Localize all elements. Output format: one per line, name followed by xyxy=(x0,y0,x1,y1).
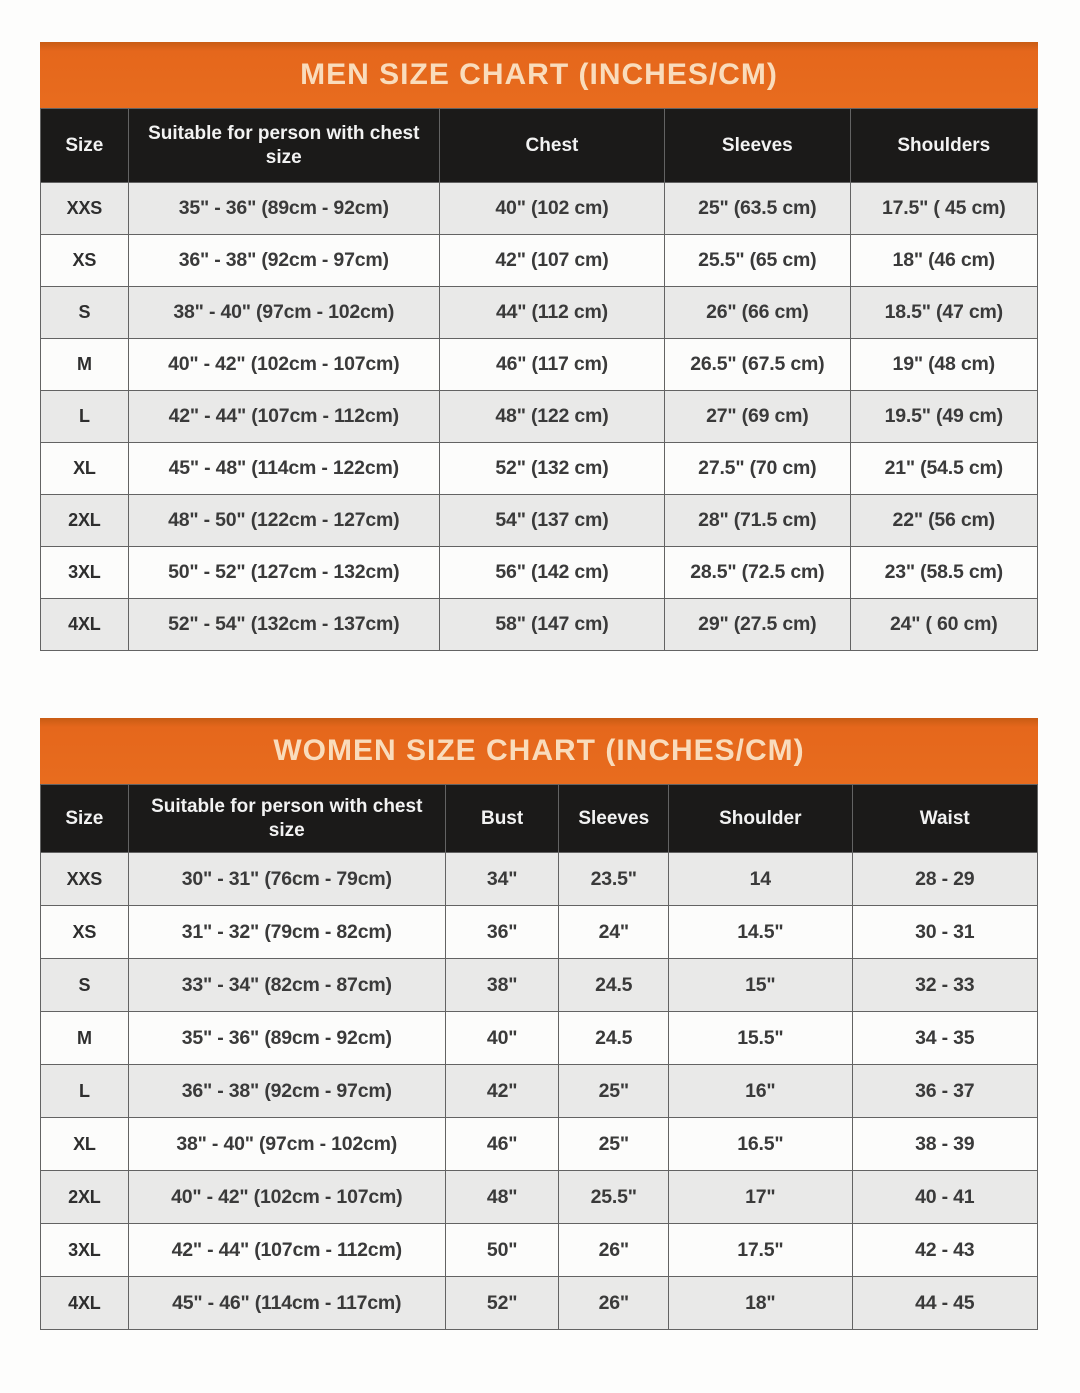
size-value: 24" xyxy=(559,906,669,959)
size-value: 31" - 32" (79cm - 82cm) xyxy=(128,906,445,959)
size-value: 14.5" xyxy=(669,906,852,959)
size-value: 36 - 37 xyxy=(852,1065,1037,1118)
size-value: 48" xyxy=(445,1171,559,1224)
size-value: 42 - 43 xyxy=(852,1224,1037,1277)
size-label: S xyxy=(41,287,129,339)
size-value: 14 xyxy=(669,853,852,906)
table-row xyxy=(41,906,1038,959)
size-value: 52" (132 cm) xyxy=(439,443,664,495)
size-value: 48" - 50" (122cm - 127cm) xyxy=(128,495,439,547)
women-chart-title: WOMEN SIZE CHART (INCHES/CM) xyxy=(40,718,1038,784)
table-row xyxy=(41,1224,1038,1277)
men-table-header xyxy=(41,109,1038,183)
size-value: 38" - 40" (97cm - 102cm) xyxy=(128,1118,445,1171)
men-size-chart-section xyxy=(40,42,1038,651)
size-value: 16.5" xyxy=(669,1118,852,1171)
size-value: 33" - 34" (82cm - 87cm) xyxy=(128,959,445,1012)
size-value: 30 - 31 xyxy=(852,906,1037,959)
table-row xyxy=(41,1171,1038,1224)
size-value: 46" (117 cm) xyxy=(439,339,664,391)
header-row xyxy=(41,109,1038,183)
size-value: 42" xyxy=(445,1065,559,1118)
column-header: Suitable for person with chest size xyxy=(128,109,439,183)
size-value: 40" (102 cm) xyxy=(439,183,664,235)
size-value: 17" xyxy=(669,1171,852,1224)
size-value: 36" xyxy=(445,906,559,959)
size-label: M xyxy=(41,339,129,391)
size-value: 26.5" (67.5 cm) xyxy=(665,339,850,391)
size-value: 54" (137 cm) xyxy=(439,495,664,547)
column-header: Waist xyxy=(852,785,1037,853)
size-value: 44 - 45 xyxy=(852,1277,1037,1330)
size-value: 15.5" xyxy=(669,1012,852,1065)
size-value: 52" - 54" (132cm - 137cm) xyxy=(128,599,439,651)
women-size-table xyxy=(40,784,1038,1330)
size-label: XS xyxy=(41,906,129,959)
size-value: 30" - 31" (76cm - 79cm) xyxy=(128,853,445,906)
size-value: 28" (71.5 cm) xyxy=(665,495,850,547)
column-header: Shoulder xyxy=(669,785,852,853)
table-row xyxy=(41,287,1038,339)
size-value: 17.5" ( 45 cm) xyxy=(850,183,1037,235)
size-label: XL xyxy=(41,1118,129,1171)
size-value: 24.5 xyxy=(559,959,669,1012)
size-label: 2XL xyxy=(41,495,129,547)
size-label: XL xyxy=(41,443,129,495)
size-value: 35" - 36" (89cm - 92cm) xyxy=(128,183,439,235)
size-value: 26" (66 cm) xyxy=(665,287,850,339)
men-size-table xyxy=(40,108,1038,651)
size-value: 25" (63.5 cm) xyxy=(665,183,850,235)
size-value: 16" xyxy=(669,1065,852,1118)
size-value: 42" - 44" (107cm - 112cm) xyxy=(128,391,439,443)
men-chart-title: MEN SIZE CHART (INCHES/CM) xyxy=(40,42,1038,108)
size-value: 58" (147 cm) xyxy=(439,599,664,651)
table-row xyxy=(41,391,1038,443)
women-table-body xyxy=(41,853,1038,1330)
size-value: 50" xyxy=(445,1224,559,1277)
size-label: S xyxy=(41,959,129,1012)
size-label: 4XL xyxy=(41,1277,129,1330)
size-value: 22" (56 cm) xyxy=(850,495,1037,547)
size-label: 3XL xyxy=(41,547,129,599)
size-value: 26" xyxy=(559,1224,669,1277)
size-value: 25.5" (65 cm) xyxy=(665,235,850,287)
size-value: 23.5" xyxy=(559,853,669,906)
size-value: 36" - 38" (92cm - 97cm) xyxy=(128,1065,445,1118)
size-value: 50" - 52" (127cm - 132cm) xyxy=(128,547,439,599)
men-table-body xyxy=(41,183,1038,651)
size-label: M xyxy=(41,1012,129,1065)
size-value: 28.5" (72.5 cm) xyxy=(665,547,850,599)
column-header: Chest xyxy=(439,109,664,183)
size-value: 42" - 44" (107cm - 112cm) xyxy=(128,1224,445,1277)
size-label: XXS xyxy=(41,853,129,906)
women-table-header xyxy=(41,785,1038,853)
size-value: 35" - 36" (89cm - 92cm) xyxy=(128,1012,445,1065)
size-value: 25" xyxy=(559,1118,669,1171)
column-header: Suitable for person with chest size xyxy=(128,785,445,853)
size-value: 40" xyxy=(445,1012,559,1065)
size-value: 36" - 38" (92cm - 97cm) xyxy=(128,235,439,287)
size-value: 18" xyxy=(669,1277,852,1330)
table-row xyxy=(41,183,1038,235)
size-value: 34 - 35 xyxy=(852,1012,1037,1065)
size-value: 25" xyxy=(559,1065,669,1118)
table-row xyxy=(41,495,1038,547)
size-value: 44" (112 cm) xyxy=(439,287,664,339)
size-label: L xyxy=(41,391,129,443)
column-header: Sleeves xyxy=(559,785,669,853)
table-row xyxy=(41,339,1038,391)
column-header: Size xyxy=(41,785,129,853)
size-value: 18.5" (47 cm) xyxy=(850,287,1037,339)
column-header: Size xyxy=(41,109,129,183)
size-value: 28 - 29 xyxy=(852,853,1037,906)
size-value: 19" (48 cm) xyxy=(850,339,1037,391)
size-label: 4XL xyxy=(41,599,129,651)
size-label: 3XL xyxy=(41,1224,129,1277)
size-value: 40" - 42" (102cm - 107cm) xyxy=(128,339,439,391)
size-value: 46" xyxy=(445,1118,559,1171)
table-row xyxy=(41,547,1038,599)
size-value: 18" (46 cm) xyxy=(850,235,1037,287)
table-row xyxy=(41,853,1038,906)
size-value: 24" ( 60 cm) xyxy=(850,599,1037,651)
size-value: 24.5 xyxy=(559,1012,669,1065)
size-value: 21" (54.5 cm) xyxy=(850,443,1037,495)
size-value: 17.5" xyxy=(669,1224,852,1277)
header-row xyxy=(41,785,1038,853)
column-header: Bust xyxy=(445,785,559,853)
table-row xyxy=(41,1118,1038,1171)
size-value: 48" (122 cm) xyxy=(439,391,664,443)
column-header: Sleeves xyxy=(665,109,850,183)
size-value: 32 - 33 xyxy=(852,959,1037,1012)
size-value: 52" xyxy=(445,1277,559,1330)
size-value: 40 - 41 xyxy=(852,1171,1037,1224)
size-value: 38 - 39 xyxy=(852,1118,1037,1171)
table-row xyxy=(41,959,1038,1012)
size-value: 45" - 48" (114cm - 122cm) xyxy=(128,443,439,495)
size-value: 26" xyxy=(559,1277,669,1330)
size-value: 56" (142 cm) xyxy=(439,547,664,599)
size-value: 34" xyxy=(445,853,559,906)
table-row xyxy=(41,443,1038,495)
size-label: XXS xyxy=(41,183,129,235)
size-value: 27.5" (70 cm) xyxy=(665,443,850,495)
size-value: 45" - 46" (114cm - 117cm) xyxy=(128,1277,445,1330)
size-label: XS xyxy=(41,235,129,287)
table-row xyxy=(41,599,1038,651)
size-value: 27" (69 cm) xyxy=(665,391,850,443)
size-value: 38" - 40" (97cm - 102cm) xyxy=(128,287,439,339)
table-row xyxy=(41,1012,1038,1065)
size-value: 19.5" (49 cm) xyxy=(850,391,1037,443)
women-size-chart-section xyxy=(40,718,1038,1330)
table-row xyxy=(41,235,1038,287)
size-value: 15" xyxy=(669,959,852,1012)
size-value: 25.5" xyxy=(559,1171,669,1224)
column-header: Shoulders xyxy=(850,109,1037,183)
size-value: 42" (107 cm) xyxy=(439,235,664,287)
size-value: 40" - 42" (102cm - 107cm) xyxy=(128,1171,445,1224)
table-row xyxy=(41,1065,1038,1118)
size-value: 23" (58.5 cm) xyxy=(850,547,1037,599)
size-value: 38" xyxy=(445,959,559,1012)
size-value: 29" (27.5 cm) xyxy=(665,599,850,651)
table-row xyxy=(41,1277,1038,1330)
size-label: L xyxy=(41,1065,129,1118)
size-label: 2XL xyxy=(41,1171,129,1224)
